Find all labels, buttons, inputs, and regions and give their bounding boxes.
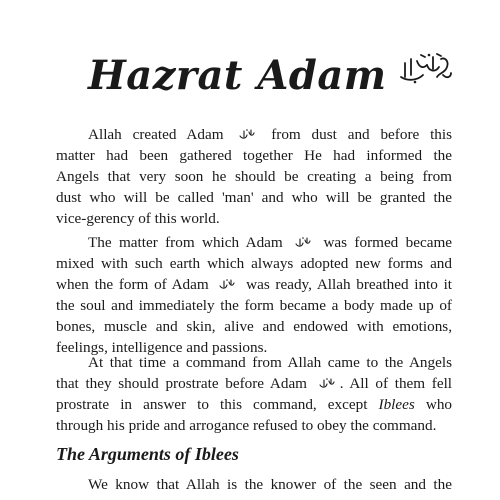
paragraph-line	[56, 394, 452, 415]
paragraph-line: Angels that very soon he should be creating a being from	[56, 168, 452, 185]
paragraph-line	[56, 373, 452, 394]
line-text: when the form of Adam	[56, 276, 209, 293]
line-text: who	[425, 396, 452, 413]
line-text: was formed became	[323, 234, 452, 251]
line-text: prostrate in answer to this command, except	[56, 396, 368, 413]
arabic-honorific-small-icon	[294, 236, 312, 248]
paragraph-line: vice-gerency of this world.	[56, 210, 220, 227]
section-heading: The Arguments of Iblees	[56, 444, 239, 464]
paragraph-line: the soul and immediately the form became a body made up of	[56, 297, 452, 314]
paragraph-line: feelings, intelligence and passions.	[56, 339, 268, 356]
paragraph-line: mixed with such earth which always adopted new forms and	[56, 255, 452, 272]
arabic-honorific-small-icon	[238, 128, 256, 140]
line-text: from dust and before this	[271, 126, 452, 143]
paragraph-line: At that time a command from Allah came to the Angels	[88, 354, 452, 371]
line-text: was ready, Allah breathed into it	[246, 276, 452, 293]
paragraph-line	[56, 232, 452, 253]
title-row	[88, 40, 455, 99]
arabic-honorific-small-icon	[218, 278, 236, 290]
paragraph-line	[56, 124, 452, 145]
paragraph-line: dust who will be called 'man' and who will be granted the	[56, 189, 452, 206]
line-text: Allah created Adam	[88, 126, 224, 143]
line-text: . All of them fell	[339, 375, 452, 392]
paragraph-3	[56, 352, 452, 436]
arabic-honorific-small-icon	[318, 377, 336, 389]
iblees-name: Iblees	[378, 396, 415, 413]
paragraph-line	[56, 274, 452, 295]
page-title: Hazrat Adam	[88, 52, 387, 99]
paragraph-1	[56, 124, 452, 229]
paragraph-line: bones, muscle and skin, alive and endowed with emotions,	[56, 318, 452, 335]
paragraph-line: matter had been gathered together He had informed the	[56, 147, 452, 164]
line-text: The matter from which Adam	[88, 234, 283, 251]
line-text: that they should prostrate before Adam	[56, 375, 307, 392]
arabic-honorific-icon	[397, 51, 455, 90]
paragraph-line: through his pride and arrogance refused to obey the command.	[56, 417, 437, 434]
paragraph-2	[56, 232, 452, 358]
trailing-text	[56, 474, 452, 495]
paragraph-line: We know that Allah is the knower of the seen and the	[88, 476, 452, 493]
